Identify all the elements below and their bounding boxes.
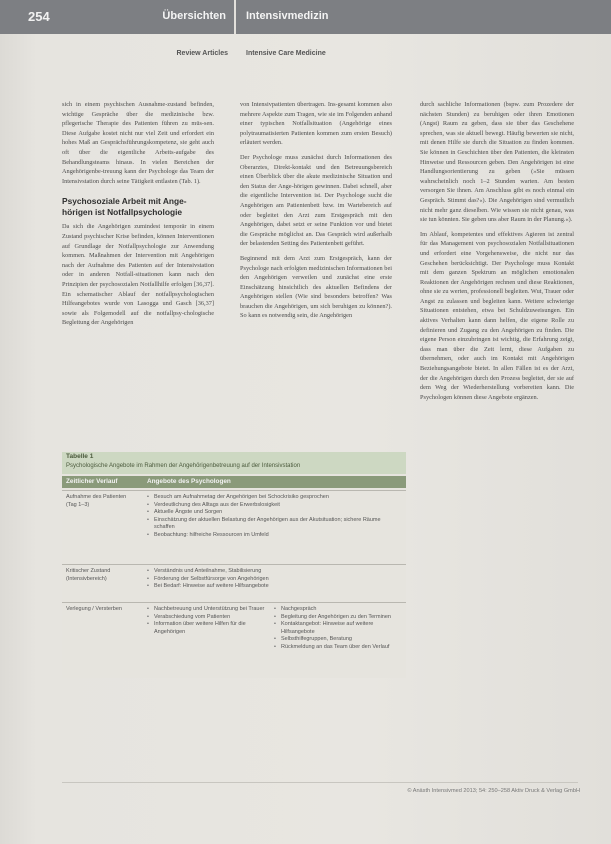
list-item: • Information über weitere Hilfen für die Angehörigen: [154, 621, 265, 636]
list-item: • Verdeutlichung des Alltags aus der Erwerbslosigkeit: [154, 502, 402, 510]
table-title: Psychologische Angebote im Rahmen der Angehörigenbetreuung auf der Intensivstation: [66, 463, 301, 469]
list-item: • Selbsthilfegruppen, Beratung: [281, 636, 402, 644]
paragraph: von Intensivpatienten übertragen. Ins-gesamt kommen also mehrere Aspekte zum Tragen, wie sie im Folgenden anhand einer typischen Notfallsituation (Angehörige eines polytraumatisierten Patienten kommen zum ersten Besuch) erläutert werden.: [240, 101, 392, 147]
paragraph: Da sich die Angehörigen zumindest temporär in einem Zustand psychischer Krise befinden, können Interventionen auf Grundlage der Notfallpsychologie zur Anwendung kommen. Maßnahmen der Intervention mit Angehörigen nach der Aufnahme des Patienten auf der Intensivstation oder in anderen Notfall-situationen kann nach den Prinzipien der psychosozialen Notfallhilfe erfolgen [36,37]. Ein schematischer Ablauf der notfallpsychologischen Hilfeangebotes wurde von Lasogga und Gasch [36,37] sowie als Folgemodell auf die notfallpsy-chologische Begleitung der Angehörigen: [62, 223, 214, 327]
paragraph: durch sachliche Informationen (bspw. zum Prozedere der nächsten Stunden) zu beruhigen oder ihren Emotionen (Angst) Raum zu geben, dass sie über das Geschehene sprechen, was sie aktuell bewegt. Häufig bewerten sie nicht, mit denen Hilfe sie durch die Situation zu finden kommen. Sie können in Geschichten über den Patienten, die kleinsten Hinweise und Ressourcen geben. Den Angehörigen ist eine Handlungsorientierung zu geben (»Sie müssen wahrscheinlich noch 1–2 Stunden warten. Am besten versorgen Sie ihnen. Am Anschluss gibt es noch einmal ein Gespräch. Stimmt das?«). Die Angehörigen sind vermutlich nicht mehr ganz dieselben. Wie wissen sie nicht genau, was sie tun könnten. Sie geben uns aber Raum in der Planung.«).: [420, 101, 574, 224]
paragraph: Im Ablauf, kompetentes und effektives Agieren ist zentral für das Management von psychosozialen Notfallsituationen und erfordert eine Vorgehensweise, die nicht nur das Geschehen berücksichtigt. Der Psychologe muss Kontakt mit dem ganzen Spektrum an möglichen emotionalen Reaktionen der Angehörigen rechnen und diese Reaktionen, ohne sie zu werten, professionell begleiten. Wut, Trauer oder Angst zu zulassen und begleiten kann. Weitere schwierige Situationen entstehen, etwa bei Schuldzuweisungen. Ein aktives Verhalten kann dann helfen, die eigene Rolle zu definieren und Zugang zu den Angehörigen zu finden. Die eigene Person einzubringen ist wichtig, die Erfahrung zeigt, dass man über die Zeit lernt, diese Aufgaben zu übernehmen, oder auch im Kontakt mit Angehörigen Beziehungsangebote bietet. In allen Fällen ist es der Arzt, der die Angehörigen durch den Prozess begleitet, der sie auf dem Weg der Wiederherstellung vorbereiten kann. Die Psychologen können diese Angebote ergänzen.: [420, 230, 574, 401]
table-caption: [62, 452, 406, 474]
list-item: • Aktuelle Ängste und Sorgen: [154, 509, 402, 517]
page-header: [0, 0, 611, 34]
table-header-row: [62, 476, 406, 488]
list-item: • Rückmeldung an das Team über den Verlauf: [281, 644, 402, 652]
table-header-cell: Zeitlicher Verlauf: [66, 478, 118, 485]
table-cell-offers: [147, 568, 402, 591]
table-cell-offers: [147, 494, 402, 540]
table-cell-phase: Verlegung / Versterben: [66, 606, 122, 612]
list-item: • Kontaktangebot: Hinweise auf weitere Hilfsangebote: [281, 621, 402, 636]
subsection-title: Intensive Care Medicine: [246, 50, 326, 57]
list-item: • Beobachtung: hilfreiche Ressourcen im Umfeld: [154, 532, 402, 540]
table-cell-offers-left: [147, 606, 265, 636]
table-number: Tabelle 1: [66, 453, 94, 460]
list-item: • Nachbetreuung und Unterstützung bei Trauer: [154, 606, 265, 614]
footer-rule: [62, 782, 578, 783]
list-item: • Verständnis und Anteilnahme, Stabilisierung: [154, 568, 402, 576]
text-column-3: [420, 100, 574, 407]
table-row: [62, 564, 406, 601]
list-item: • Nachgespräch: [281, 606, 402, 614]
list-item: • Bei Bedarf: Hinweise auf weitere Hilfsangebote: [154, 583, 402, 591]
paragraph: Der Psychologe muss zunächst durch Informationen des Oberarztes, Direkt-kontakt und den Betreuungsbereich einen Überblick über die akute medizinische Situation und den Status der Ange-hörigen gewinnen. Dabei schnell, aber die eigentliche Intervention ist. Der Psychologe sucht die Angehörigen am Patientenbett bzw. im Wartebereich auf oder begleitet den Arzt zum Erstgespräch mit den Angehörigen, dabei setzt er seine Funktion vor und bietet die Gespräche möglichst an. Das Gespräch wird außerhalb der belastenden Setting des Patientenbett geführt.: [240, 153, 392, 248]
page-number: 254: [28, 9, 50, 24]
list-item: • Begleitung der Angehörigen zu den Terminen: [281, 614, 402, 622]
paragraph: sich in einem psychischen Ausnahme-zustand befinden, wichtige Gespräche über die medizinische bzw. pflegerische Therapie des Patienten führen zu müs-sen. Diese Aufgabe kostet nicht nur viel Zeit und erfordert ein hohes Maß an Gesprächsführungskompetenz, sie geht auch oft über die eigentliche Arbeits-aufgabe des Behandlungsteams hinaus. In vielen Bereichen der Angehörigenbe-treuung kann der Psychologe das Team der Intensivstation durch seine Tätigkeit entlasten (Tab. 1).: [62, 101, 214, 185]
table-cell-phase: Kritischer Zustand (Intensivbereich): [66, 568, 111, 582]
section-title: Intensivmedizin: [246, 10, 329, 22]
footer-copyright: © Anästh Intensivmed 2013; 54: 250–258 Aktiv Druck & Verlag GmbH: [407, 788, 580, 794]
list-item: • Verabschiedung vom Patienten: [154, 614, 265, 622]
subsection-label: Review Articles: [176, 50, 228, 57]
table-header-cell: Angebote des Psychologen: [147, 478, 231, 485]
table-cell-offers-right: [274, 606, 402, 652]
list-item: • Einschätzung der aktuellen Belastung der Angehörigen aus der Akutsituation; sichere Räume schaffen: [154, 517, 402, 532]
section-label: Übersichten: [162, 10, 226, 22]
table-cell-phase: Aufnahme des Patienten (Tag 1–3): [66, 494, 127, 508]
table-row: [62, 490, 406, 563]
list-item: • Förderung der Selbstfürsorge von Angehörigen: [154, 576, 402, 584]
header-divider: [234, 0, 236, 34]
table-row: [62, 602, 406, 677]
text-column-1: [62, 100, 214, 333]
paragraph: Beginnend mit dem Arzt zum Erstgespräch, kann der Psychologe nach erfolgten medizinischen Informationen bei den Angehörigen verweilen und zunächst eine erste Einschätzung hinsichtlich des aktuellen Befindens der Angehörigen stellen (Wie sind besonders betroffen? Was brauchen die Angehörigen, um sich beruhigen zu können?). So kann es notwendig sein, die Angehörigen: [240, 254, 392, 320]
table-1: [62, 452, 406, 678]
text-column-2: [240, 100, 392, 326]
section-heading: Psychosoziale Arbeit mit Ange-hörigen ist Notfallpsychologie: [62, 196, 187, 218]
list-item: • Besuch am Aufnahmetag der Angehörigen bei Schockrisiko gesprochen: [154, 494, 402, 502]
